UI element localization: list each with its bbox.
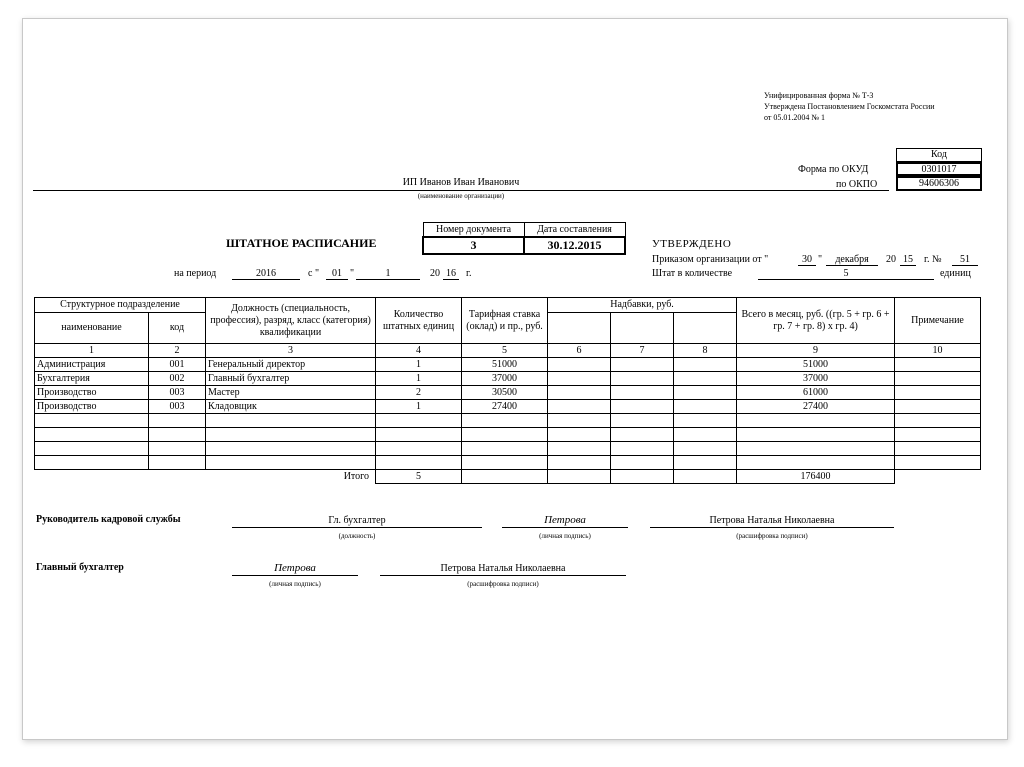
cell-code	[149, 442, 206, 456]
header-total: Всего в месяц, руб. ((гр. 5 + гр. 6 + гр. 7 + гр. 8) х гр. 4)	[737, 298, 895, 344]
staff-rows	[35, 358, 981, 470]
cell-b8	[674, 414, 737, 428]
doc-date-label: Дата составления	[524, 223, 625, 238]
cell-total	[737, 442, 895, 456]
order-num: 51	[952, 254, 978, 266]
table-row	[35, 358, 981, 372]
col-num: 5	[462, 344, 548, 358]
header-position: Должность (специальность, профессия), разряд, класс (категория) квалификации	[206, 298, 376, 344]
cell-note	[895, 400, 981, 414]
okpo-label: по ОКПО	[836, 179, 878, 190]
header-note: Примечание	[895, 298, 981, 344]
col-num: 1	[35, 344, 149, 358]
cell-rate	[462, 442, 548, 456]
period-label: на период	[174, 268, 217, 279]
staff-label: Штат в количестве	[652, 268, 733, 279]
from-quote: "	[350, 268, 355, 279]
cell-total	[737, 414, 895, 428]
total-b6-cell	[548, 470, 611, 484]
order-label: Приказом организации от "	[652, 254, 769, 265]
cell-b7	[611, 442, 674, 456]
cell-name: Производство	[35, 386, 149, 400]
cell-count: 1	[376, 372, 462, 386]
cell-b6	[548, 372, 611, 386]
cell-count	[376, 456, 462, 470]
order-day: 30	[798, 254, 816, 266]
approval-title: УТВЕРЖДЕНО	[652, 238, 732, 250]
cell-b7	[611, 386, 674, 400]
header-code: код	[149, 313, 206, 344]
staff-units: единиц	[940, 268, 971, 279]
from-day: 01	[326, 268, 348, 280]
col-num: 8	[674, 344, 737, 358]
cell-b8	[674, 400, 737, 414]
year-prefix: 20	[430, 268, 440, 279]
cell-position: Главный бухгалтер	[206, 372, 376, 386]
cell-b8	[674, 358, 737, 372]
cell-b7	[611, 372, 674, 386]
cell-position: Мастер	[206, 386, 376, 400]
cell-count: 1	[376, 358, 462, 372]
cell-code	[149, 414, 206, 428]
cell-position	[206, 428, 376, 442]
doc-num-value: 3	[423, 237, 524, 254]
from-month: 1	[356, 268, 420, 280]
cell-name: Производство	[35, 400, 149, 414]
total-rate-cell	[462, 470, 548, 484]
cell-position: Генеральный директор	[206, 358, 376, 372]
cell-code	[149, 428, 206, 442]
cell-name	[35, 456, 149, 470]
cell-name	[35, 442, 149, 456]
okpo-value: 94606306	[896, 176, 982, 191]
staff-count: 5	[758, 268, 934, 280]
col-num: 6	[548, 344, 611, 358]
cell-rate: 51000	[462, 358, 548, 372]
cell-note	[895, 358, 981, 372]
acc-label: Главный бухгалтер	[36, 562, 124, 573]
cell-note	[895, 414, 981, 428]
cell-note	[895, 442, 981, 456]
cell-b7	[611, 400, 674, 414]
year-g: г.	[466, 268, 472, 279]
okud-value: 0301017	[896, 162, 982, 176]
year-suffix: 16	[443, 268, 459, 280]
cell-position	[206, 442, 376, 456]
cell-b8	[674, 428, 737, 442]
cell-code: 003	[149, 400, 206, 414]
table-header-row-1	[35, 298, 981, 313]
cell-code: 003	[149, 386, 206, 400]
header-bonus: Надбавки, руб.	[548, 298, 737, 313]
order-num-label: г. №	[924, 254, 942, 265]
form-info	[764, 90, 935, 123]
cell-note	[895, 372, 981, 386]
cell-b7	[611, 358, 674, 372]
header-bonus-6	[548, 313, 611, 344]
form-line-1: Унифицированная форма № Т-3	[764, 91, 874, 100]
cell-b7	[611, 456, 674, 470]
cell-b8	[674, 372, 737, 386]
cell-position	[206, 414, 376, 428]
cell-name: Бухгалтерия	[35, 372, 149, 386]
cell-total	[737, 456, 895, 470]
order-quote: "	[818, 254, 823, 265]
table-row	[35, 428, 981, 442]
cell-b6	[548, 358, 611, 372]
cell-code: 002	[149, 372, 206, 386]
cell-name: Администрация	[35, 358, 149, 372]
hr-signature: Петрова	[502, 514, 628, 528]
table-row	[35, 386, 981, 400]
form-line-2: Утверждена Постановлением Госкомстата России	[764, 102, 935, 111]
cell-rate: 37000	[462, 372, 548, 386]
acc-name-caption: (расшифровка подписи)	[467, 580, 539, 588]
cell-total: 51000	[737, 358, 895, 372]
cell-rate: 27400	[462, 400, 548, 414]
period-year: 2016	[232, 268, 300, 280]
cell-b6	[548, 428, 611, 442]
order-month: декабря	[826, 254, 878, 266]
cell-b6	[548, 456, 611, 470]
cell-rate	[462, 456, 548, 470]
cell-b6	[548, 442, 611, 456]
hr-position-caption: (должность)	[338, 532, 376, 540]
header-struct: Структурное подразделение	[35, 298, 206, 313]
acc-signature: Петрова	[232, 562, 358, 576]
hr-position: Гл. бухгалтер	[232, 514, 482, 528]
cell-code: 001	[149, 358, 206, 372]
document-number-table	[422, 222, 626, 255]
total-b8-cell	[674, 470, 737, 484]
from-label: с "	[308, 268, 320, 279]
cell-count	[376, 428, 462, 442]
cell-b7	[611, 428, 674, 442]
cell-note	[895, 456, 981, 470]
doc-num-label: Номер документа	[423, 223, 524, 238]
cell-code	[149, 456, 206, 470]
order-year: 15	[900, 254, 916, 266]
org-name-line	[33, 177, 889, 191]
document-title: ШТАТНОЕ РАСПИСАНИЕ	[226, 236, 377, 250]
header-count: Количество штатных единиц	[376, 298, 462, 344]
cell-count: 1	[376, 400, 462, 414]
col-num: 4	[376, 344, 462, 358]
cell-b8	[674, 456, 737, 470]
table-row	[35, 414, 981, 428]
okud-label: Форма по ОКУД	[798, 164, 869, 175]
cell-position	[206, 456, 376, 470]
table-row	[35, 372, 981, 386]
header-bonus-7	[611, 313, 674, 344]
cell-b6	[548, 400, 611, 414]
total-b7-cell	[611, 470, 674, 484]
cell-rate	[462, 414, 548, 428]
cell-count	[376, 442, 462, 456]
cell-count	[376, 414, 462, 428]
staff-table	[34, 297, 981, 484]
col-num: 2	[149, 344, 206, 358]
cell-b7	[611, 414, 674, 428]
acc-name: Петрова Наталья Николаевна	[380, 562, 626, 576]
org-caption: (наименование организации)	[417, 192, 505, 200]
cell-total: 27400	[737, 400, 895, 414]
cell-position: Кладовщик	[206, 400, 376, 414]
total-label: Итого	[343, 470, 370, 482]
col-num: 10	[895, 344, 981, 358]
header-name: наименование	[35, 313, 149, 344]
hr-name: Петрова Наталья Николаевна	[650, 514, 894, 528]
cell-name	[35, 428, 149, 442]
cell-note	[895, 428, 981, 442]
col-num: 7	[611, 344, 674, 358]
cell-rate: 30500	[462, 386, 548, 400]
hr-signature-caption: (личная подпись)	[539, 532, 591, 540]
cell-b8	[674, 442, 737, 456]
form-line-3: от 05.01.2004 № 1	[764, 113, 826, 122]
order-year-prefix: 20	[886, 254, 896, 265]
cell-name	[35, 414, 149, 428]
acc-signature-caption: (личная подпись)	[269, 580, 321, 588]
column-number-row	[35, 344, 981, 358]
hr-name-caption: (расшифровка подписи)	[736, 532, 808, 540]
doc-date-value: 30.12.2015	[524, 237, 625, 254]
cell-b8	[674, 386, 737, 400]
cell-b6	[548, 386, 611, 400]
cell-total: 61000	[737, 386, 895, 400]
table-row	[35, 400, 981, 414]
cell-total: 37000	[737, 372, 895, 386]
table-row	[35, 456, 981, 470]
cell-note	[895, 386, 981, 400]
cell-count: 2	[376, 386, 462, 400]
code-header: Код	[896, 148, 982, 162]
table-row	[35, 442, 981, 456]
org-name: ИП Иванов Иван Иванович	[402, 177, 520, 188]
col-num: 9	[737, 344, 895, 358]
cell-total	[737, 428, 895, 442]
total-sum: 176400	[737, 470, 895, 484]
cell-b6	[548, 414, 611, 428]
col-num: 3	[206, 344, 376, 358]
total-count: 5	[376, 470, 462, 484]
total-row	[35, 470, 981, 484]
header-rate: Тарифная ставка (оклад) и пр., руб.	[462, 298, 548, 344]
hr-label: Руководитель кадровой службы	[36, 514, 181, 525]
total-note-cell	[895, 470, 981, 484]
header-bonus-8	[674, 313, 737, 344]
cell-rate	[462, 428, 548, 442]
